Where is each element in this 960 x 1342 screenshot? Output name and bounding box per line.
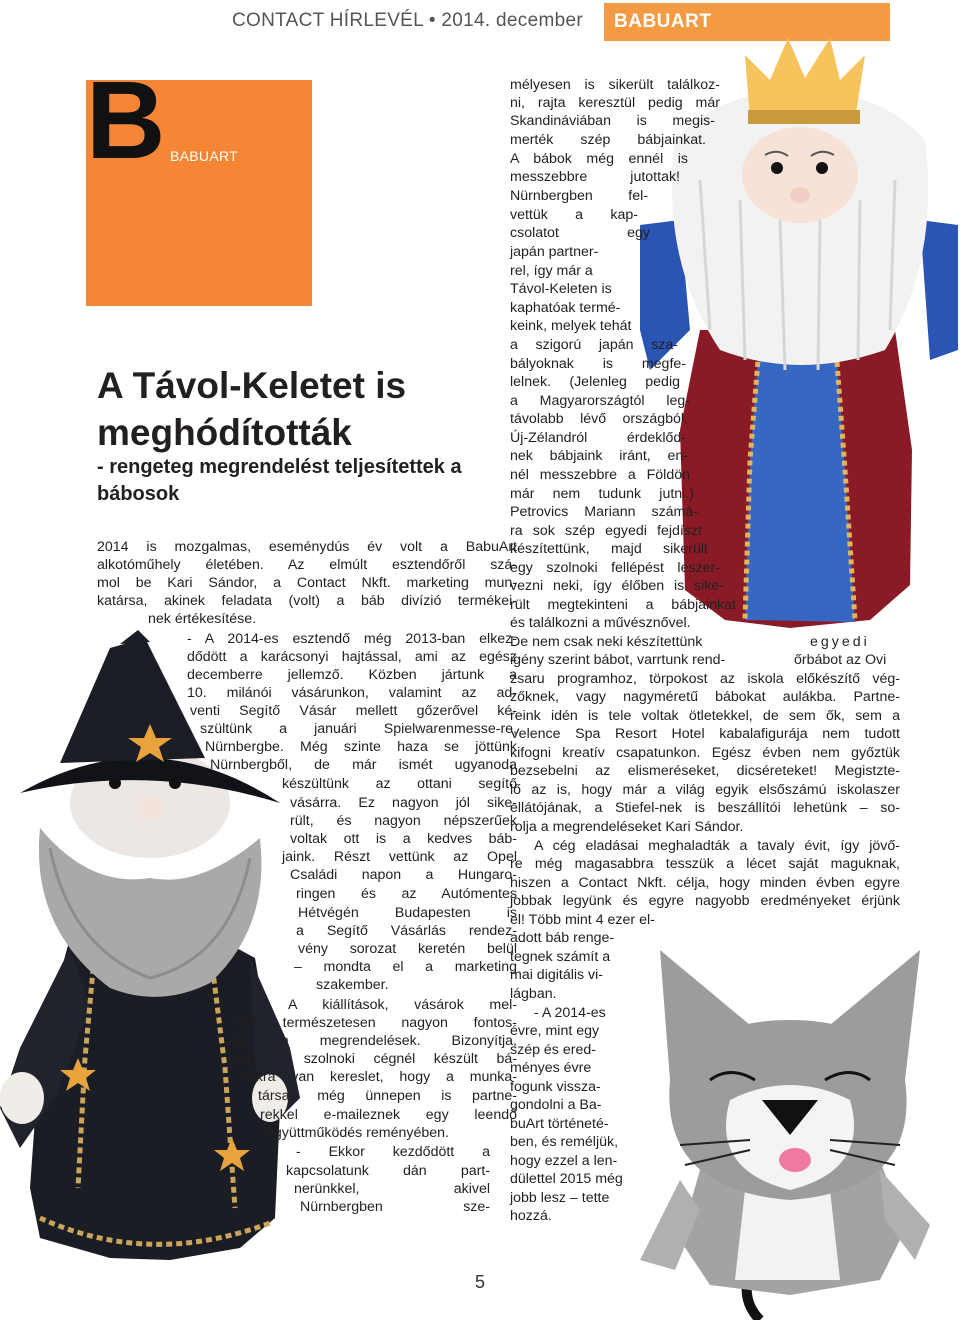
text-line: társak még ünnepen is partne-	[258, 1088, 517, 1104]
text-line: őrbábot az Ovi	[794, 652, 887, 668]
text-line: vény sorozat keretén belül	[298, 941, 517, 957]
text-line: 10. milánói vásárunkon, valamint az ad-	[187, 685, 517, 701]
text-line: - A 2014-es	[534, 1005, 606, 1021]
text-line: nerünkkel, akivel	[294, 1181, 490, 1197]
text-line: vettük a kap-	[510, 207, 638, 223]
text-line: rel, így már a	[510, 263, 593, 279]
article-headline: A Távol-Keletet is meghódították	[97, 365, 407, 453]
text-line: jobb lesz – tette	[510, 1190, 610, 1206]
text-line: rült, és nagyon népszerűek	[290, 813, 517, 829]
text-line: kaphatóak termé-	[510, 300, 621, 316]
text-line: keink, melyek tehát	[510, 318, 632, 334]
text-line: mai digitális vi-	[510, 967, 604, 983]
text-line: venti Segítő Vásár mellett gőzerővel ké-	[190, 703, 517, 719]
text-line: 2014 is mozgalmas, eseménydús év volt a BabuArt	[97, 539, 517, 555]
text-line: távolabb lévő országból,	[510, 411, 688, 427]
text-line: lő az is, hogy már a világ egyik elsőszámú iskolaszer	[510, 782, 900, 798]
text-line: zőknek, vagy nagyméretű bábokat aulákba. Partne-	[510, 689, 900, 705]
text-line: re még magasabbra tesszük a lécet saját maguknak,	[510, 856, 900, 872]
text-line: jaink. Részt vettünk az Opel	[282, 849, 517, 865]
text-line: ményes évre	[510, 1060, 592, 1076]
text-line: mol be Kari Sándor, a Contact Nkft. marketing mun-	[97, 575, 517, 591]
text-line: De nem csak neki készítettünk	[510, 634, 703, 650]
text-line: ni, rajta keresztül pedig már	[510, 95, 720, 111]
text-line: hiszen a Contact Nkft. célja, hogy minden évben egyre	[510, 875, 900, 891]
text-line: készítettünk, majd sikerült	[510, 541, 708, 557]
text-line: Nürnbergben sze-	[300, 1199, 490, 1215]
text-line: decemberre jellemző. Közben jártunk a	[187, 667, 517, 683]
text-line: Nürnbergből, de már ismét ugyanoda	[210, 757, 517, 773]
text-line: Velence Spa Resort Hotel kabalafigurája nem tudott	[510, 726, 900, 742]
text-line: rolja a megrendeléseket Kari Sándor.	[510, 819, 744, 835]
text-line: sak a megrendelések. Bizonyítja,	[228, 1033, 517, 1049]
section-tag-label: BABUART	[614, 11, 712, 32]
text-line: nek értékesítése.	[148, 611, 257, 627]
text-line: ben, és reméljük,	[510, 1134, 619, 1150]
text-line: évre, mint egy	[510, 1023, 600, 1039]
text-line: készültünk az ottani segítő	[282, 776, 517, 792]
text-line: szép és ered-	[510, 1042, 596, 1058]
text-line: nél messzebbre a Földön	[510, 467, 690, 483]
page-number: 5	[474, 1272, 485, 1292]
text-line: a szigorú japán sza-	[510, 337, 678, 353]
text-line: igény szerint bábot, varrtunk rend-	[510, 652, 726, 668]
text-line: bokra van kereslet, hogy a munka-	[240, 1069, 517, 1085]
text-line: jobbak legyünk és egyre nagyobb eredményeket érjünk	[510, 893, 900, 909]
text-line: messzebbre jutottak!	[510, 169, 680, 185]
text-line: kapcsolatunk dán part-	[286, 1163, 490, 1179]
section-block-label: BABUART	[170, 148, 238, 164]
text-line: a Magyarországtól leg-	[510, 393, 690, 409]
text-line: japán partner-	[510, 244, 599, 260]
text-line: fogunk vissza-	[510, 1079, 601, 1095]
text-line: alkotóműhely életében. Az elmúlt esztendőről szá-	[97, 557, 517, 573]
text-line: lett természetesen nagyon fontos-	[238, 1015, 517, 1031]
text-line: szültünk a januári Spielwarenmesse-re,	[200, 721, 517, 737]
text-line: ringen és az Autómentes	[296, 886, 517, 902]
text-line: A bábok még ennél is	[510, 151, 688, 167]
text-line: lelnek. (Jelenleg pedig	[510, 374, 680, 390]
text-line: egyedi	[810, 634, 870, 650]
text-line: buArt történeté-	[510, 1116, 609, 1132]
text-line: – mondta el a marketing	[294, 959, 517, 975]
text-line: A cég eladásai meghaladták a tavaly évit, így jövő-	[534, 838, 900, 854]
text-line: Hétvégén Budapesten is	[298, 905, 517, 921]
text-line: kifogni kreatív csapatunkon. Egész évben nem győztük	[510, 745, 900, 761]
text-line: dődött a karácsonyi hajtással, ami az egész	[187, 649, 517, 665]
text-line: egy szolnoki fellépést leszer-	[510, 560, 720, 576]
text-line: adott báb renge-	[510, 930, 615, 946]
text-line: bályoknak is megfe-	[510, 356, 686, 372]
text-line: vezni neki, így élőben is sike-	[510, 578, 724, 594]
text-line: merték szép bábjainkat.	[510, 132, 706, 148]
text-line: már nem tudunk jutni.)	[510, 486, 694, 502]
text-line: hozzá.	[510, 1208, 552, 1224]
newsletter-title: CONTACT HÍRLEVÉL • 2014. december	[232, 10, 583, 31]
text-line: voltak ott is a kedves báb-	[290, 831, 517, 847]
text-line: Nürnbergben fel-	[510, 188, 648, 204]
text-line: A kiállítások, vásárok mel-	[288, 997, 517, 1013]
text-line: együttműködés reményében.	[266, 1125, 449, 1141]
text-line: Nürnbergbe. Még szinte haza se jöttünk	[205, 739, 517, 755]
text-line: lágban.	[510, 986, 557, 1002]
text-line: el! Több mint 4 ezer el-	[510, 912, 655, 928]
text-line: Skandináviában is megis-	[510, 113, 715, 129]
text-line: reink idén is tele voltak ötletekkel, de sem ők, sem a	[510, 708, 900, 724]
text-line: zsaru programhoz, törpokost az iskola előkészítő vég-	[510, 671, 900, 687]
text-line: mélyesen is sikerült találkoz-	[510, 77, 720, 93]
text-line: ellátójának, a Stiefel-nek is beszállítói lehetünk – so-	[510, 800, 900, 816]
article-subhead: - rengeteg megrendelést teljesítettek a bábosok	[97, 456, 462, 505]
text-line: gondolni a Ba-	[510, 1097, 602, 1113]
text-line: - Ekkor kezdődött a	[296, 1144, 490, 1160]
text-line: rekkel e-maileznek egy leendő	[260, 1107, 517, 1123]
text-line: bezsebelni az elismeréseket, dicséreteket! Megistzte-	[510, 763, 900, 779]
text-line: ra sok szép egyedi fejdíszt	[510, 523, 702, 539]
text-line: Petrovics Mariann számá-	[510, 504, 698, 520]
text-line: nek bábjaink iránt, en-	[510, 448, 688, 464]
text-line: - A 2014-es esztendő még 2013-ban elkez-	[187, 631, 517, 647]
text-line: és találkozni a művésznővel.	[510, 615, 691, 631]
text-line: dülettel 2015 még	[510, 1171, 623, 1187]
text-line: tegnek számít a	[510, 949, 611, 965]
text-line: katársa, akinek feladata (volt) a báb divízió termékei-	[97, 593, 517, 609]
text-line: a Segítő Vásárlás rendez-	[296, 923, 517, 939]
text-line: szakember.	[316, 977, 389, 993]
text-line: vásárra. Ez nagyon jól sike-	[290, 795, 517, 811]
section-letter: B	[86, 59, 166, 182]
text-line: hogy ezzel a len-	[510, 1153, 618, 1169]
text-line: rült megtekinteni a bábjainkat	[510, 597, 736, 613]
text-line: csolatot egy	[510, 225, 650, 241]
text-line: hogy a szolnoki cégnél készült bá-	[228, 1051, 517, 1067]
text-line: Családi napon a Hungaro-	[290, 867, 517, 883]
text-line: Távol-Keleten is	[510, 281, 612, 297]
cat-puppet-image	[640, 940, 940, 1320]
text-line: Új-Zélandról érdeklőd-	[510, 430, 686, 446]
